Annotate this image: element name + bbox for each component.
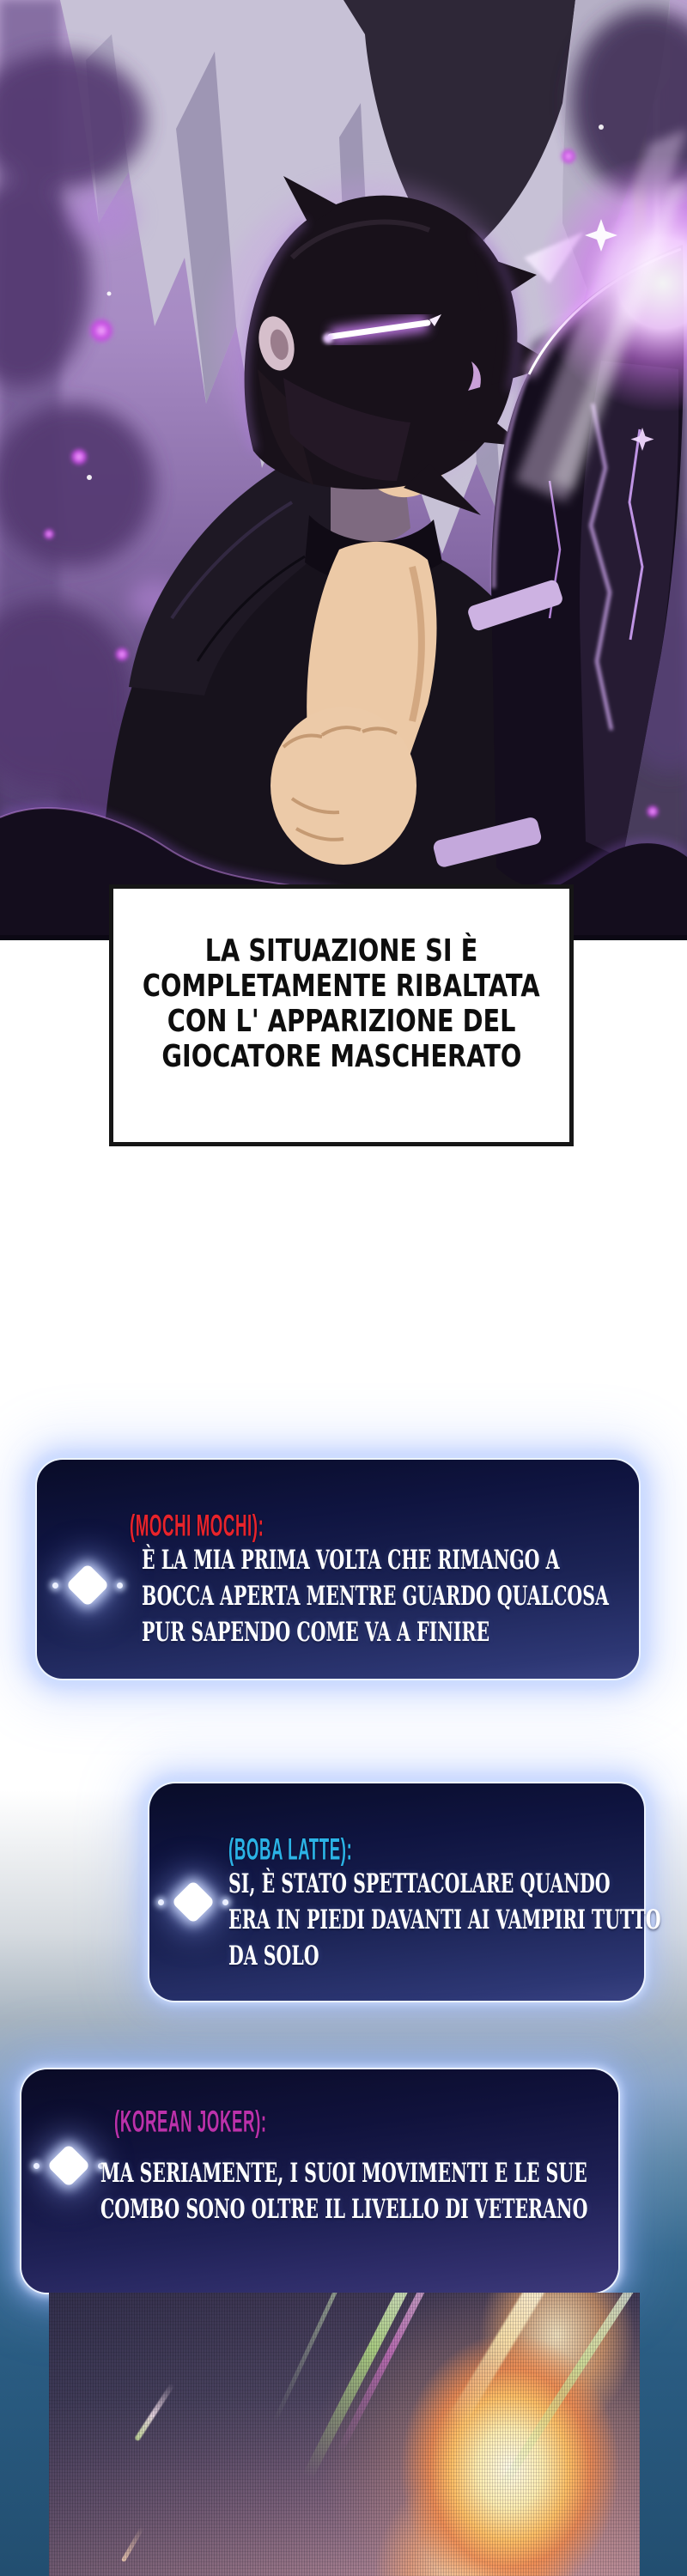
viewer-comment-boba-latte (149, 1783, 661, 2001)
comment-text (100, 2155, 687, 2227)
masked-player-illustration (0, 0, 687, 940)
comment-line: PUR SAPENDO COME VA A FINIRE (142, 1617, 490, 1648)
comment-username: (MOCHI MOCHI): (130, 1510, 264, 1543)
glitch-streak (336, 2293, 435, 2455)
viewer-comment-korean-joker (21, 2069, 618, 2293)
comment-line: È LA MIA PRIMA VOLTA CHE RIMANGO A (142, 1545, 560, 1576)
comment-username: (KOREAN JOKER): (114, 2105, 267, 2139)
comment-line: DA SOLO (228, 1941, 319, 1971)
comment-text (228, 1866, 687, 1974)
dot-icon (158, 1899, 164, 1905)
narration-line: LA SITUAZIONE SI È (204, 933, 478, 969)
comment-text (142, 1542, 687, 1650)
glitch-streak (272, 2293, 345, 2423)
viewer-comment-mochi-mochi (37, 1460, 639, 1679)
comment-line: MA SERIAMENTE, I SUOI MOVIMENTI E LE SUE (100, 2158, 587, 2189)
narration-box (109, 884, 574, 1146)
diamond-icon (158, 1886, 228, 1917)
comment-line: BOCCA APERTA MENTRE GUARDO QUALCOSA (142, 1581, 609, 1612)
comment-line: ERA IN PIEDI DAVANTI AI VAMPIRI TUTTO (228, 1905, 661, 1935)
glitch-streak (493, 2293, 640, 2498)
dot-icon (117, 1583, 123, 1589)
diamond-icon (33, 2150, 104, 2181)
narration-line: CON L' APPARIZIONE DEL (167, 1004, 516, 1039)
dot-icon (222, 1899, 228, 1905)
diamond-gem-icon (66, 1564, 110, 1607)
diamond-gem-icon (47, 2144, 91, 2188)
glitch-fire-panel (49, 2293, 640, 2576)
dot-icon (52, 1583, 58, 1589)
dot-icon (33, 2163, 40, 2169)
spark-streak (121, 2526, 144, 2562)
glitch-streak (302, 2293, 422, 2480)
spark-streak (134, 2383, 175, 2442)
comment-username: (BOBA LATTE): (228, 1833, 353, 1867)
narration-line: GIOCATORE MASCHERATO (161, 1039, 521, 1074)
diamond-icon (52, 1570, 123, 1601)
glitch-streak (446, 2293, 563, 2429)
comment-line: COMBO SONO OLTRE IL LIVELLO DI VETERANO (100, 2194, 588, 2225)
narration-line: COMPLETAMENTE RIBALTATA (143, 969, 540, 1004)
comment-line: SI, È STATO SPETTACOLARE QUANDO (228, 1868, 611, 1899)
diamond-gem-icon (172, 1880, 216, 1924)
